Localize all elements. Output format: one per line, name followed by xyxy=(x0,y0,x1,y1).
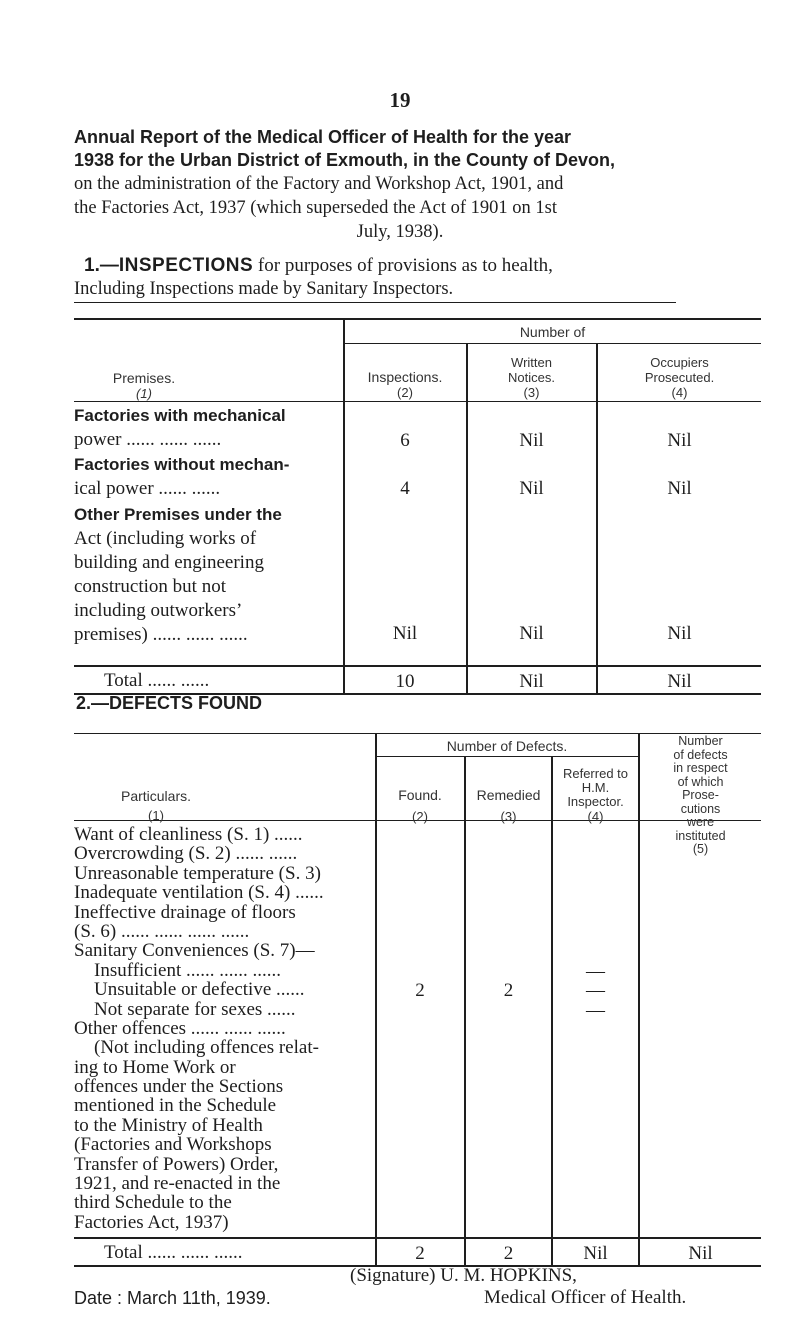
number-of-header: Number of xyxy=(519,324,586,340)
list-item: (S. 6) ...... ...... ...... ...... xyxy=(74,920,250,942)
prosecutions-header xyxy=(640,735,761,857)
prosecuted-header-num: (4) xyxy=(671,385,688,400)
table-row xyxy=(74,455,340,498)
row-prosecuted: Nil xyxy=(667,623,692,644)
row-notices: Nil xyxy=(519,623,544,644)
section-1-title-bold: INSPECTIONS xyxy=(118,255,254,276)
heading-line-2: 1938 for the Urban District of Exmouth, in the County of Devon, xyxy=(74,150,616,170)
row-label-line: power ...... ...... ...... xyxy=(74,429,222,450)
list-item: to the Ministry of Health xyxy=(74,1114,263,1136)
list-item: Transfer of Powers) Order, xyxy=(74,1153,279,1175)
referred-header-b: H.M. xyxy=(581,780,610,795)
row-prosecuted: Nil xyxy=(667,430,692,451)
row-label-line: construction but not xyxy=(74,576,226,597)
row-inspections: Nil xyxy=(392,623,418,644)
prosecutions-header-line: in respect xyxy=(673,761,728,775)
row-label-line: building and engineering xyxy=(74,552,264,573)
particulars-header: Particulars. xyxy=(120,788,192,804)
total-prosecuted: Nil xyxy=(667,671,692,692)
row-label-line: Other Premises under the xyxy=(74,505,282,524)
section-2-title: 2.—DEFECTS FOUND xyxy=(76,693,263,713)
row-label-line: Factories without mechan- xyxy=(74,455,290,474)
total-notices: Nil xyxy=(519,671,544,692)
list-item: offences under the Sections xyxy=(74,1076,284,1098)
signature-line: (Signature) U. M. HOPKINS, xyxy=(350,1265,577,1286)
row-label-line: including outworkers’ xyxy=(74,600,243,621)
prosecutions-header-line: (5) xyxy=(692,842,709,856)
list-item: Not separate for sexes ...... xyxy=(94,998,296,1020)
row-inspections: 6 xyxy=(400,430,410,451)
section-1-number: 1.— xyxy=(84,255,119,276)
row-inspections: 4 xyxy=(400,478,410,499)
row-label-line: ical power ...... ...... xyxy=(74,478,221,499)
section-1-title xyxy=(84,255,553,277)
referred-header-a: Referred to xyxy=(562,766,629,781)
row-label-line: Factories with mechanical xyxy=(74,406,286,425)
total-label: Total ...... ...... xyxy=(104,670,210,691)
particulars-list xyxy=(74,825,374,1232)
prosecuted-header-a: Occupiers xyxy=(650,355,709,370)
prosecutions-header-line: were xyxy=(686,815,715,829)
total-remedied: 2 xyxy=(503,1243,514,1264)
row-notices: Nil xyxy=(519,430,544,451)
list-item: third Schedule to the xyxy=(74,1192,232,1214)
referred-unsuitable: — xyxy=(586,980,605,1001)
list-item: Ineffective drainage of floors xyxy=(74,901,296,923)
heading-line-5: July, 1938). xyxy=(356,222,444,242)
list-item: Unreasonable temperature (S. 3) xyxy=(74,862,321,884)
prosecutions-header-line: cutions xyxy=(680,801,721,816)
section-1-subtitle: Including Inspections made by Sanitary Inspectors. xyxy=(74,279,454,299)
remedied-unsuitable: 2 xyxy=(503,980,514,1001)
total-referred: Nil xyxy=(583,1243,608,1264)
list-item: Insufficient ...... ...... ...... xyxy=(94,959,281,981)
heading-line-1: Annual Report of the Medical Officer of Health for the year xyxy=(74,127,572,147)
prosecuted-header-b: Prosecuted. xyxy=(644,370,715,385)
row-prosecuted: Nil xyxy=(667,478,692,499)
remedied-header: Remedied xyxy=(476,787,541,803)
table-row xyxy=(74,505,340,644)
page-number: 19 xyxy=(389,88,411,112)
prosecutions-header-line: of which xyxy=(677,774,724,789)
prosecutions-header-line: Prose- xyxy=(682,788,719,802)
report-date: Date : March 11th, 1939. xyxy=(74,1288,271,1308)
found-header-num: (2) xyxy=(412,809,428,824)
heading-line-4: the Factories Act, 1937 (which superseded the Act of 1901 on 1st xyxy=(74,198,557,218)
inspections-header: Inspections. xyxy=(367,369,443,385)
heading-line-3: on the administration of the Factory and Workshop Act, 1901, and xyxy=(74,174,564,194)
list-item: ing to Home Work or xyxy=(74,1056,236,1078)
notices-header-b: Notices. xyxy=(508,370,555,385)
found-unsuitable: 2 xyxy=(415,980,425,1001)
list-item: (Not including offences relat- xyxy=(94,1037,319,1059)
list-item: Overcrowding (S. 2) ...... ...... xyxy=(74,843,298,865)
referred-not-separate: — xyxy=(586,1000,605,1021)
referred-header-num: (4) xyxy=(587,809,604,824)
table-row xyxy=(74,406,340,449)
particulars-header-num: (1) xyxy=(148,808,164,823)
row-label-line: Act (including works of xyxy=(74,528,257,549)
row-label-line: premises) ...... ...... ...... xyxy=(74,624,248,645)
list-item: Inadequate ventilation (S. 4) ...... xyxy=(74,882,324,904)
premises-header-num: (1) xyxy=(136,386,152,401)
list-item: Other offences ...... ...... ...... xyxy=(74,1017,286,1039)
prosecutions-header-line: Number xyxy=(678,734,723,748)
referred-header-c: Inspector. xyxy=(567,794,624,809)
inspections-header-num: (2) xyxy=(397,385,413,400)
list-item: Factories Act, 1937) xyxy=(74,1211,229,1233)
defects-total-label: Total ...... ...... ...... xyxy=(104,1242,243,1263)
total-inspections: 10 xyxy=(395,671,415,692)
list-item: mentioned in the Schedule xyxy=(74,1095,277,1117)
notices-header-a: Written xyxy=(511,355,552,370)
section-1-title-rest: for purposes of provisions as to health, xyxy=(253,255,553,276)
list-item: Unsuitable or defective ...... xyxy=(94,979,305,1001)
prosecutions-header-line: of defects xyxy=(673,747,728,762)
signatory-title: Medical Officer of Health. xyxy=(484,1287,687,1308)
notices-header-num: (3) xyxy=(523,385,540,400)
premises-header: Premises. xyxy=(112,370,176,386)
found-header: Found. xyxy=(398,787,442,803)
list-item: Want of cleanliness (S. 1) ...... xyxy=(74,824,303,845)
number-of-defects-header: Number of Defects. xyxy=(446,738,568,754)
list-item: (Factories and Workshops xyxy=(74,1134,272,1156)
list-item: Sanitary Conveniences (S. 7)— xyxy=(74,940,315,962)
referred-insufficient: — xyxy=(586,961,605,982)
total-found: 2 xyxy=(415,1243,425,1264)
list-item: 1921, and re-enacted in the xyxy=(74,1173,281,1195)
remedied-header-num: (3) xyxy=(500,809,517,824)
total-prosecutions: Nil xyxy=(688,1243,713,1264)
row-notices: Nil xyxy=(519,478,544,499)
prosecutions-header-line: instituted xyxy=(675,828,726,843)
